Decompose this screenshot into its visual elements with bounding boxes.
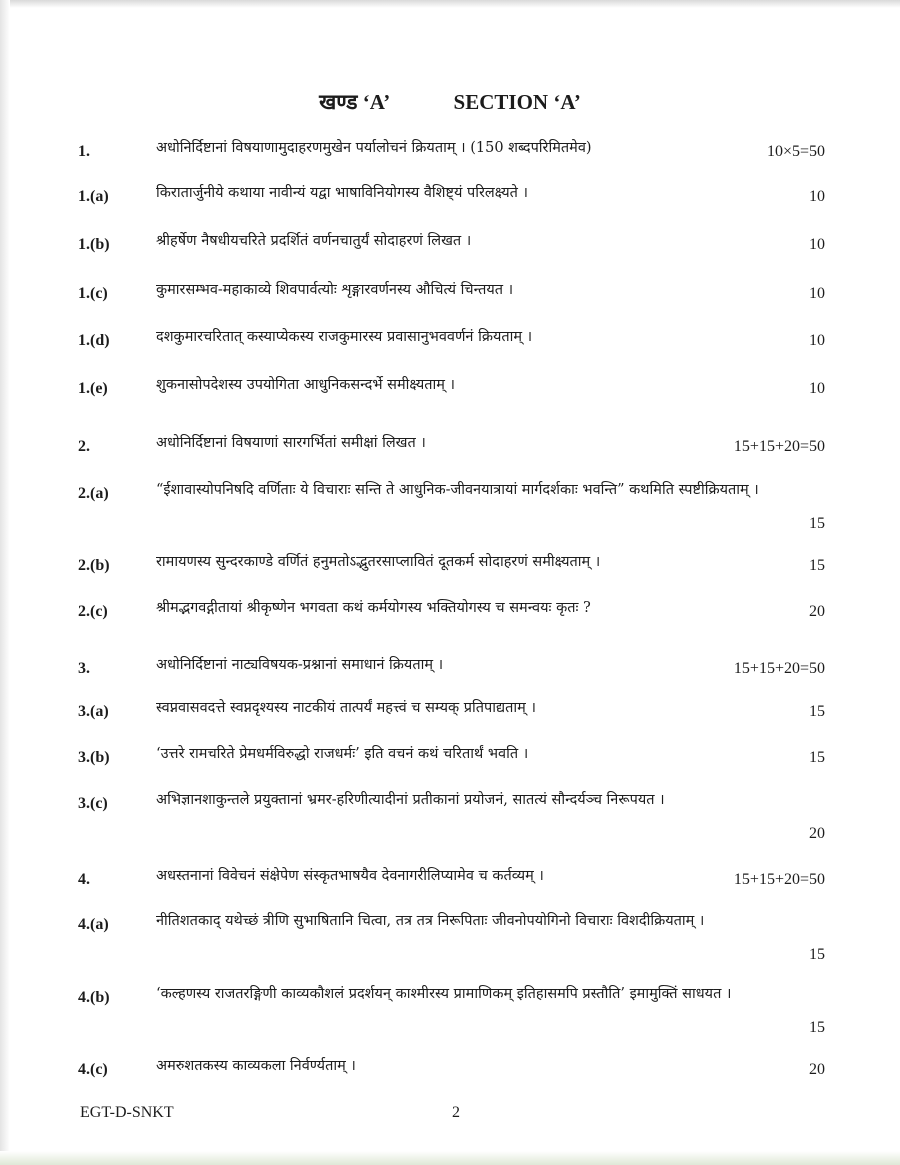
question-number: 2.(a) (78, 485, 109, 502)
question-number: 2.(c) (78, 603, 108, 620)
question-text: अधोनिर्दिष्टानां विषयाणां सारगर्भितां समीक्षां लिखत । (156, 435, 426, 451)
scan-edge-left (0, 0, 10, 1165)
question-marks: 20 (809, 603, 825, 620)
section-heading (0, 88, 900, 116)
question-marks: 15 (809, 557, 825, 574)
question-number: 3.(a) (78, 703, 109, 720)
question-text: अधस्तनानां विवेचनं संक्षेपेण संस्कृतभाषयैव देवनागरीलिप्यामेव च कर्तव्यम् । (156, 868, 544, 884)
question-number: 4. (78, 871, 90, 888)
question-text: श्रीहर्षेण नैषधीयचरिते प्रदर्शितं वर्णनचातुर्यं सोदाहरणं लिखत । (156, 233, 472, 249)
question-text: अधोनिर्दिष्टानां नाट्यविषयक-प्रश्नानां समाधानं क्रियताम् । (156, 657, 444, 673)
question-marks: 10 (809, 188, 825, 205)
question-marks: 15 (809, 946, 825, 963)
question-number: 3.(c) (78, 795, 108, 812)
question-marks: 15+15+20=50 (733, 660, 825, 677)
question-text: अभिज्ञानशाकुन्तले प्रयुक्तानां भ्रमर-हरिणीत्यादीनां प्रतीकानां प्रयोजनं, सातत्यं सौन्दर्यञ्च निरूपयत । (156, 792, 665, 808)
question-text: दशकुमारचरितात् कस्याप्येकस्य राजकुमारस्य प्रवासानुभववर्णनं क्रियताम् । (156, 329, 533, 345)
question-number: 4.(c) (78, 1061, 108, 1078)
question-number: 1.(c) (78, 285, 108, 302)
scan-edge-top (0, 0, 900, 8)
question-number: 4.(a) (78, 916, 109, 933)
question-marks: 15 (809, 703, 825, 720)
question-text: ‘कल्हणस्य राजतरङ्गिणी काव्यकौशलं प्रदर्शयन् काश्मीरस्य प्रामाणिकम् इतिहासमपि प्रस्तौति’ इमामुक्तिं साधयत । (156, 986, 732, 1002)
question-marks: 20 (809, 825, 825, 842)
question-marks: 10 (809, 285, 825, 302)
question-text: “ईशावास्योपनिषदि वर्णिताः ये विचाराः सन्ति ते आधुनिक-जीवनयात्रायां मार्गदर्शकाः भवन्ति” कथमिति स्पष्टीक्रियताम् । (156, 482, 759, 498)
question-text: किरातार्जुनीये कथाया नावीन्यं यद्वा भाषाविनियोगस्य वैशिष्ट्यं परिलक्ष्यते । (156, 185, 528, 201)
question-text: अमरुशतकस्य काव्यकला निर्वर्ण्यताम् । (156, 1058, 356, 1074)
question-marks: 10×5=50 (766, 143, 825, 160)
question-number: 4.(b) (78, 989, 110, 1006)
question-number: 2. (78, 438, 90, 455)
question-marks: 15+15+20=50 (733, 871, 825, 888)
question-number: 3.(b) (78, 749, 110, 766)
question-marks: 10 (809, 380, 825, 397)
question-marks: 15 (809, 1019, 825, 1036)
section-heading-hindi: खण्ड ‘A’ (319, 90, 391, 114)
question-marks: 20 (809, 1061, 825, 1078)
question-text: स्वप्नवासवदत्ते स्वप्नदृश्यस्य नाटकीयं तात्पर्यं महत्त्वं च सम्यक् प्रतिपाद्यताम् । (156, 700, 536, 716)
question-number: 2.(b) (78, 557, 110, 574)
scan-edge-bottom (0, 1151, 900, 1165)
question-text: कुमारसम्भव-महाकाव्ये शिवपार्वत्योः शृङ्गारवर्णनस्य औचित्यं चिन्तयत । (156, 282, 514, 298)
question-marks: 15 (809, 749, 825, 766)
question-marks: 15 (809, 515, 825, 532)
question-text: श्रीमद्भगवद्गीतायां श्रीकृष्णेन भगवता कथं कर्मयोगस्य भक्तियोगस्य च समन्वयः कृतः ? (156, 600, 591, 616)
question-text: ‘उत्तरे रामचरिते प्रेमधर्मविरुद्धो राजधर्मः’ इति वचनं कथं चरितार्थं भवति । (156, 746, 529, 762)
question-marks: 10 (809, 236, 825, 253)
paper-code: EGT-D-SNKT (80, 1104, 174, 1121)
question-number: 1.(a) (78, 188, 109, 205)
question-marks: 10 (809, 332, 825, 349)
question-number: 1.(d) (78, 332, 110, 349)
question-number: 1.(b) (78, 236, 110, 253)
question-text: शुकनासोपदेशस्य उपयोगिता आधुनिकसन्दर्भे समीक्ष्यताम् । (156, 377, 456, 393)
question-text: अधोनिर्दिष्टानां विषयाणामुदाहरणमुखेन पर्यालोचनं क्रियताम् । (150 शब्दपरिमितमेव) (156, 140, 592, 156)
question-number: 1. (78, 143, 90, 160)
question-marks: 15+15+20=50 (733, 438, 825, 455)
question-number: 3. (78, 660, 90, 677)
question-text: नीतिशतकाद् यथेच्छं त्रीणि सुभाषितानि चित्वा, तत्र तत्र निरूपिताः जीवनोपयोगिनो विचाराः विशदीक्रियताम् । (156, 913, 705, 929)
question-text: रामायणस्य सुन्दरकाण्डे वर्णितं हनुमतोऽद्भुतरसाप्लावितं दूतकर्म सोदाहरणं समीक्ष्यताम् । (156, 554, 601, 570)
page-number: 2 (452, 1104, 460, 1121)
section-heading-english: SECTION ‘A’ (453, 90, 581, 114)
question-number: 1.(e) (78, 380, 108, 397)
